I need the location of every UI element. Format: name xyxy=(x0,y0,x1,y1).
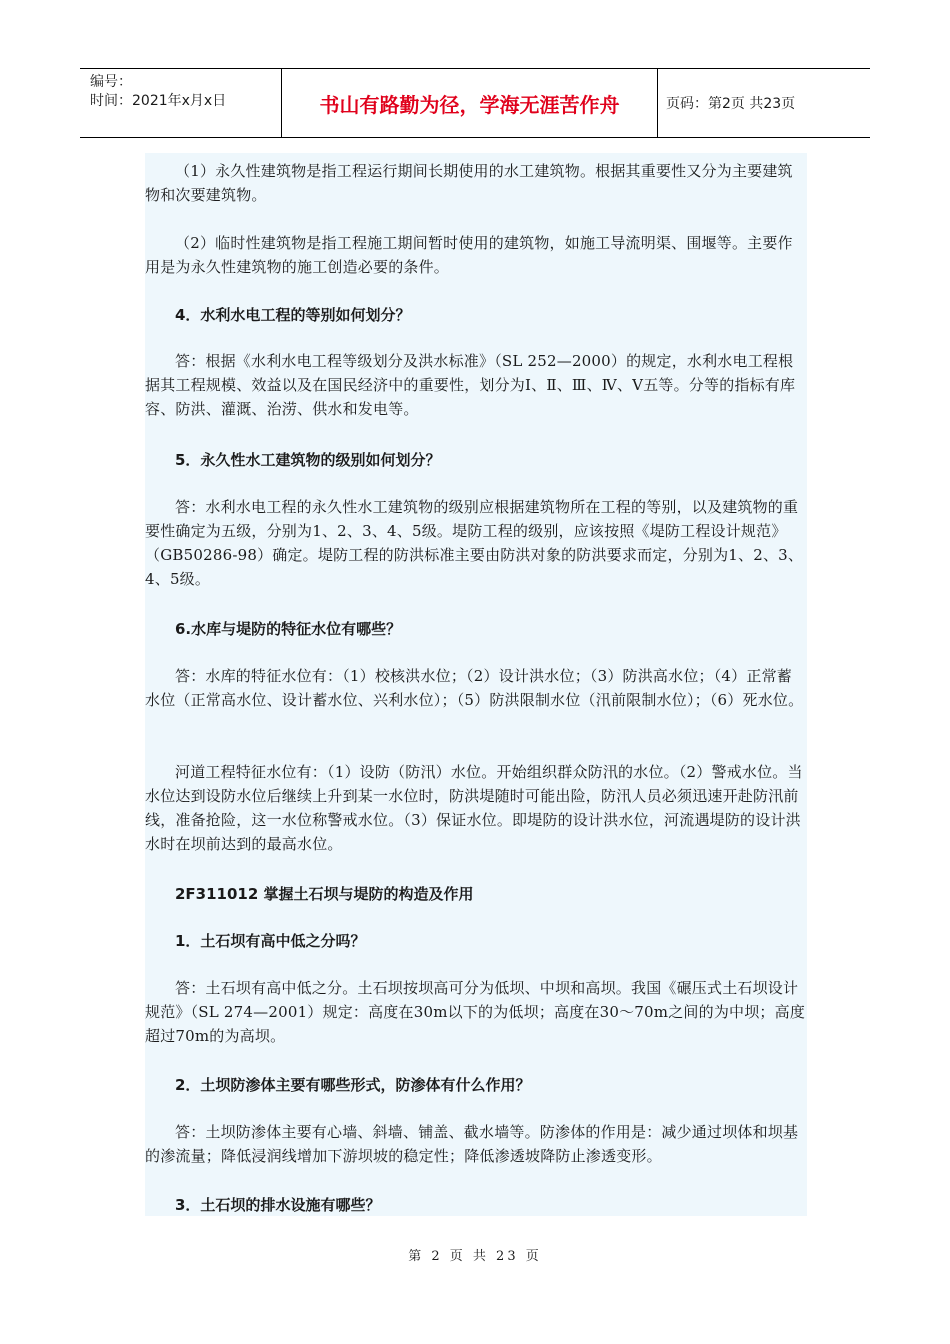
answer-4: 答：根据《水利水电工程等级划分及洪水标准》（SL 252—2000）的规定，水利水电工程根据其工程规模、效益以及在国民经济中的重要性，划分为Ⅰ、Ⅱ、Ⅲ、Ⅳ、Ⅴ五等。分等的指标有库容、防洪、灌溉、治涝、供水和发电等。 xyxy=(145,352,796,418)
serial-label: 编号： xyxy=(90,74,132,90)
answer-2: 答：土坝防渗体主要有心墙、斜墙、铺盖、截水墙等。防渗体的作用是：减少通过坝体和坝基的渗流量；降低浸润线增加下游坝坡的稳定性；降低渗透坡降防止渗透变形。 xyxy=(145,1123,799,1165)
header-motto: 书山有路勤为径，学海无涯苦作舟 xyxy=(282,69,658,137)
paragraph-permanent-buildings: （1）永久性建筑物是指工程运行期间长期使用的水工建筑物。根据其重要性又分为主要建筑物和次要建筑物。 xyxy=(145,162,793,204)
question-heading-3: 3．土石坝的排水设施有哪些？ xyxy=(175,1196,381,1214)
header-meta xyxy=(80,69,282,137)
answer-5: 答：水利水电工程的永久性水工建筑物的级别应根据建筑物所在工程的等别，以及建筑物的重要性确定为五级，分别为1、2、3、4、5级。堤防工程的级别，应该按照《堤防工程设计规范》（GB50286-98）确定。堤防工程的防洪标准主要由防洪对象的防洪要求而定，分别为1、2、3、4、5级。 xyxy=(145,498,804,588)
paragraph-temporary-buildings: （2）临时性建筑物是指工程施工期间暂时使用的建筑物，如施工导流明渠、围堰等。主要作用是为永久性建筑物的施工创造必要的条件。 xyxy=(145,234,793,276)
date-line: 时间：2021年x月x日 xyxy=(90,93,227,109)
answer-1: 答：土石坝有高中低之分。土石坝按坝高可分为低坝、中坝和高坝。我国《碾压式土石坝设计规范》（SL 274—2001）规定：高度在30m以下的为低坝；高度在30～70m之间的为中坝；高度超过70m的为高坝。 xyxy=(145,979,806,1045)
header-page-info: 页码：第2页 共23页 xyxy=(666,96,796,112)
question-heading-6: 6.水库与堤防的特征水位有哪些？ xyxy=(175,620,402,638)
page-footer: 第 2 页 共 23 页 xyxy=(408,1249,542,1264)
answer-6-river: 河道工程特征水位有：（1）设防（防汛）水位。开始组织群众防汛的水位。（2）警戒水位。当水位达到设防水位后继续上升到某一水位时，防洪堤随时可能出险，防汛人员必须迅速开赴防汛前线，准备抢险，这一水位称警戒水位。（3）保证水位。即堤防的设计洪水位，河流遇堤防的设计洪水时在坝前达到的最高水位。 xyxy=(145,763,803,853)
question-heading-4: 4．水利水电工程的等别如何划分？ xyxy=(175,306,411,324)
page-header xyxy=(80,68,870,138)
document-body xyxy=(145,153,807,1216)
answer-6-reservoir: 答：水库的特征水位有：（1）校核洪水位；（2）设计洪水位；（3）防洪高水位；（4）正常蓄水位（正常高水位、设计蓄水位、兴利水位）；（5）防洪限制水位（汛前限制水位）；（6）死水位。 xyxy=(145,667,804,709)
question-heading-5: 5．永久性水工建筑物的级别如何划分？ xyxy=(175,451,441,469)
question-heading-1: 1．土石坝有高中低之分吗？ xyxy=(175,932,366,950)
section-heading: 2F311012 掌握土石坝与堤防的构造及作用 xyxy=(175,885,474,903)
question-heading-2: 2．土坝防渗体主要有哪些形式，防渗体有什么作用？ xyxy=(175,1076,531,1094)
